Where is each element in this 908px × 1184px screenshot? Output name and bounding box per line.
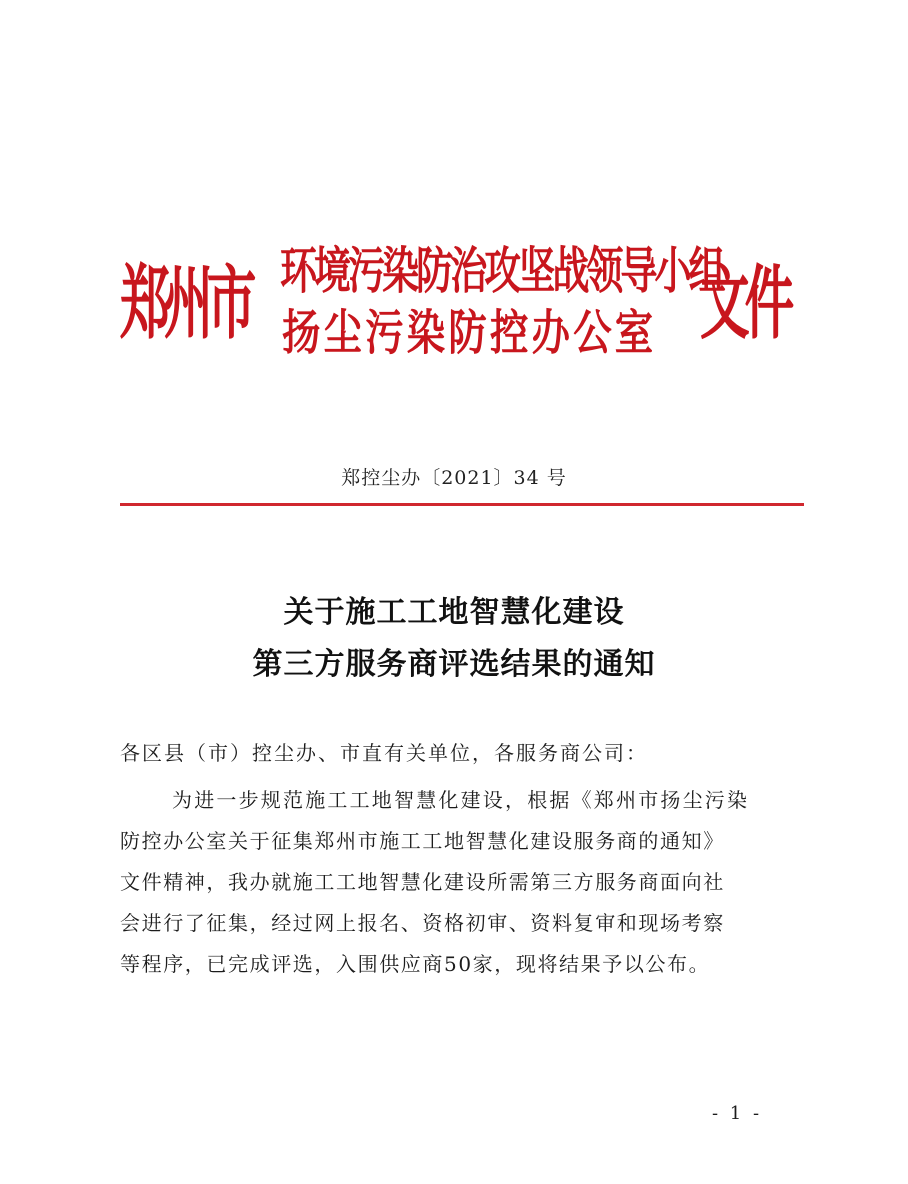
salutation: 各区县（市）控尘办、市直有关单位，各服务商公司： (120, 741, 648, 765)
letterhead-issuer-line2: 扬尘污染防控办公室 (282, 305, 657, 361)
document-number: 郑控尘办〔2021〕34 号 (341, 467, 567, 489)
body-paragraph (120, 780, 820, 985)
paragraph-line: 为进一步规范施工工地智慧化建设，根据《郑州市扬尘污染 (172, 788, 750, 812)
paragraph-line: 等程序，已完成评选，入围供应商50家，现将结果予以公布。 (120, 952, 711, 976)
paragraph-line: 会进行了征集，经过网上报名、资格初审、资料复审和现场考察 (120, 911, 725, 935)
paragraph-line: 文件精神，我办就施工工地智慧化建设所需第三方服务商面向社 (120, 870, 725, 894)
notice-title-line1: 关于施工工地智慧化建设 (283, 595, 625, 630)
red-letterhead (120, 238, 820, 368)
letterhead-suffix: 文件 (700, 256, 790, 350)
letterhead-city: 郑州市 (120, 256, 251, 350)
letterhead-issuer-line1: 环境污染防治攻坚战领导小组 (280, 241, 723, 300)
red-divider-rule (120, 503, 804, 506)
paragraph-line: 防控办公室关于征集郑州市施工工地智慧化建设服务商的通知》 (120, 829, 725, 853)
notice-title-line2: 第三方服务商评选结果的通知 (252, 647, 656, 682)
page-number: - 1 - (712, 1103, 763, 1124)
